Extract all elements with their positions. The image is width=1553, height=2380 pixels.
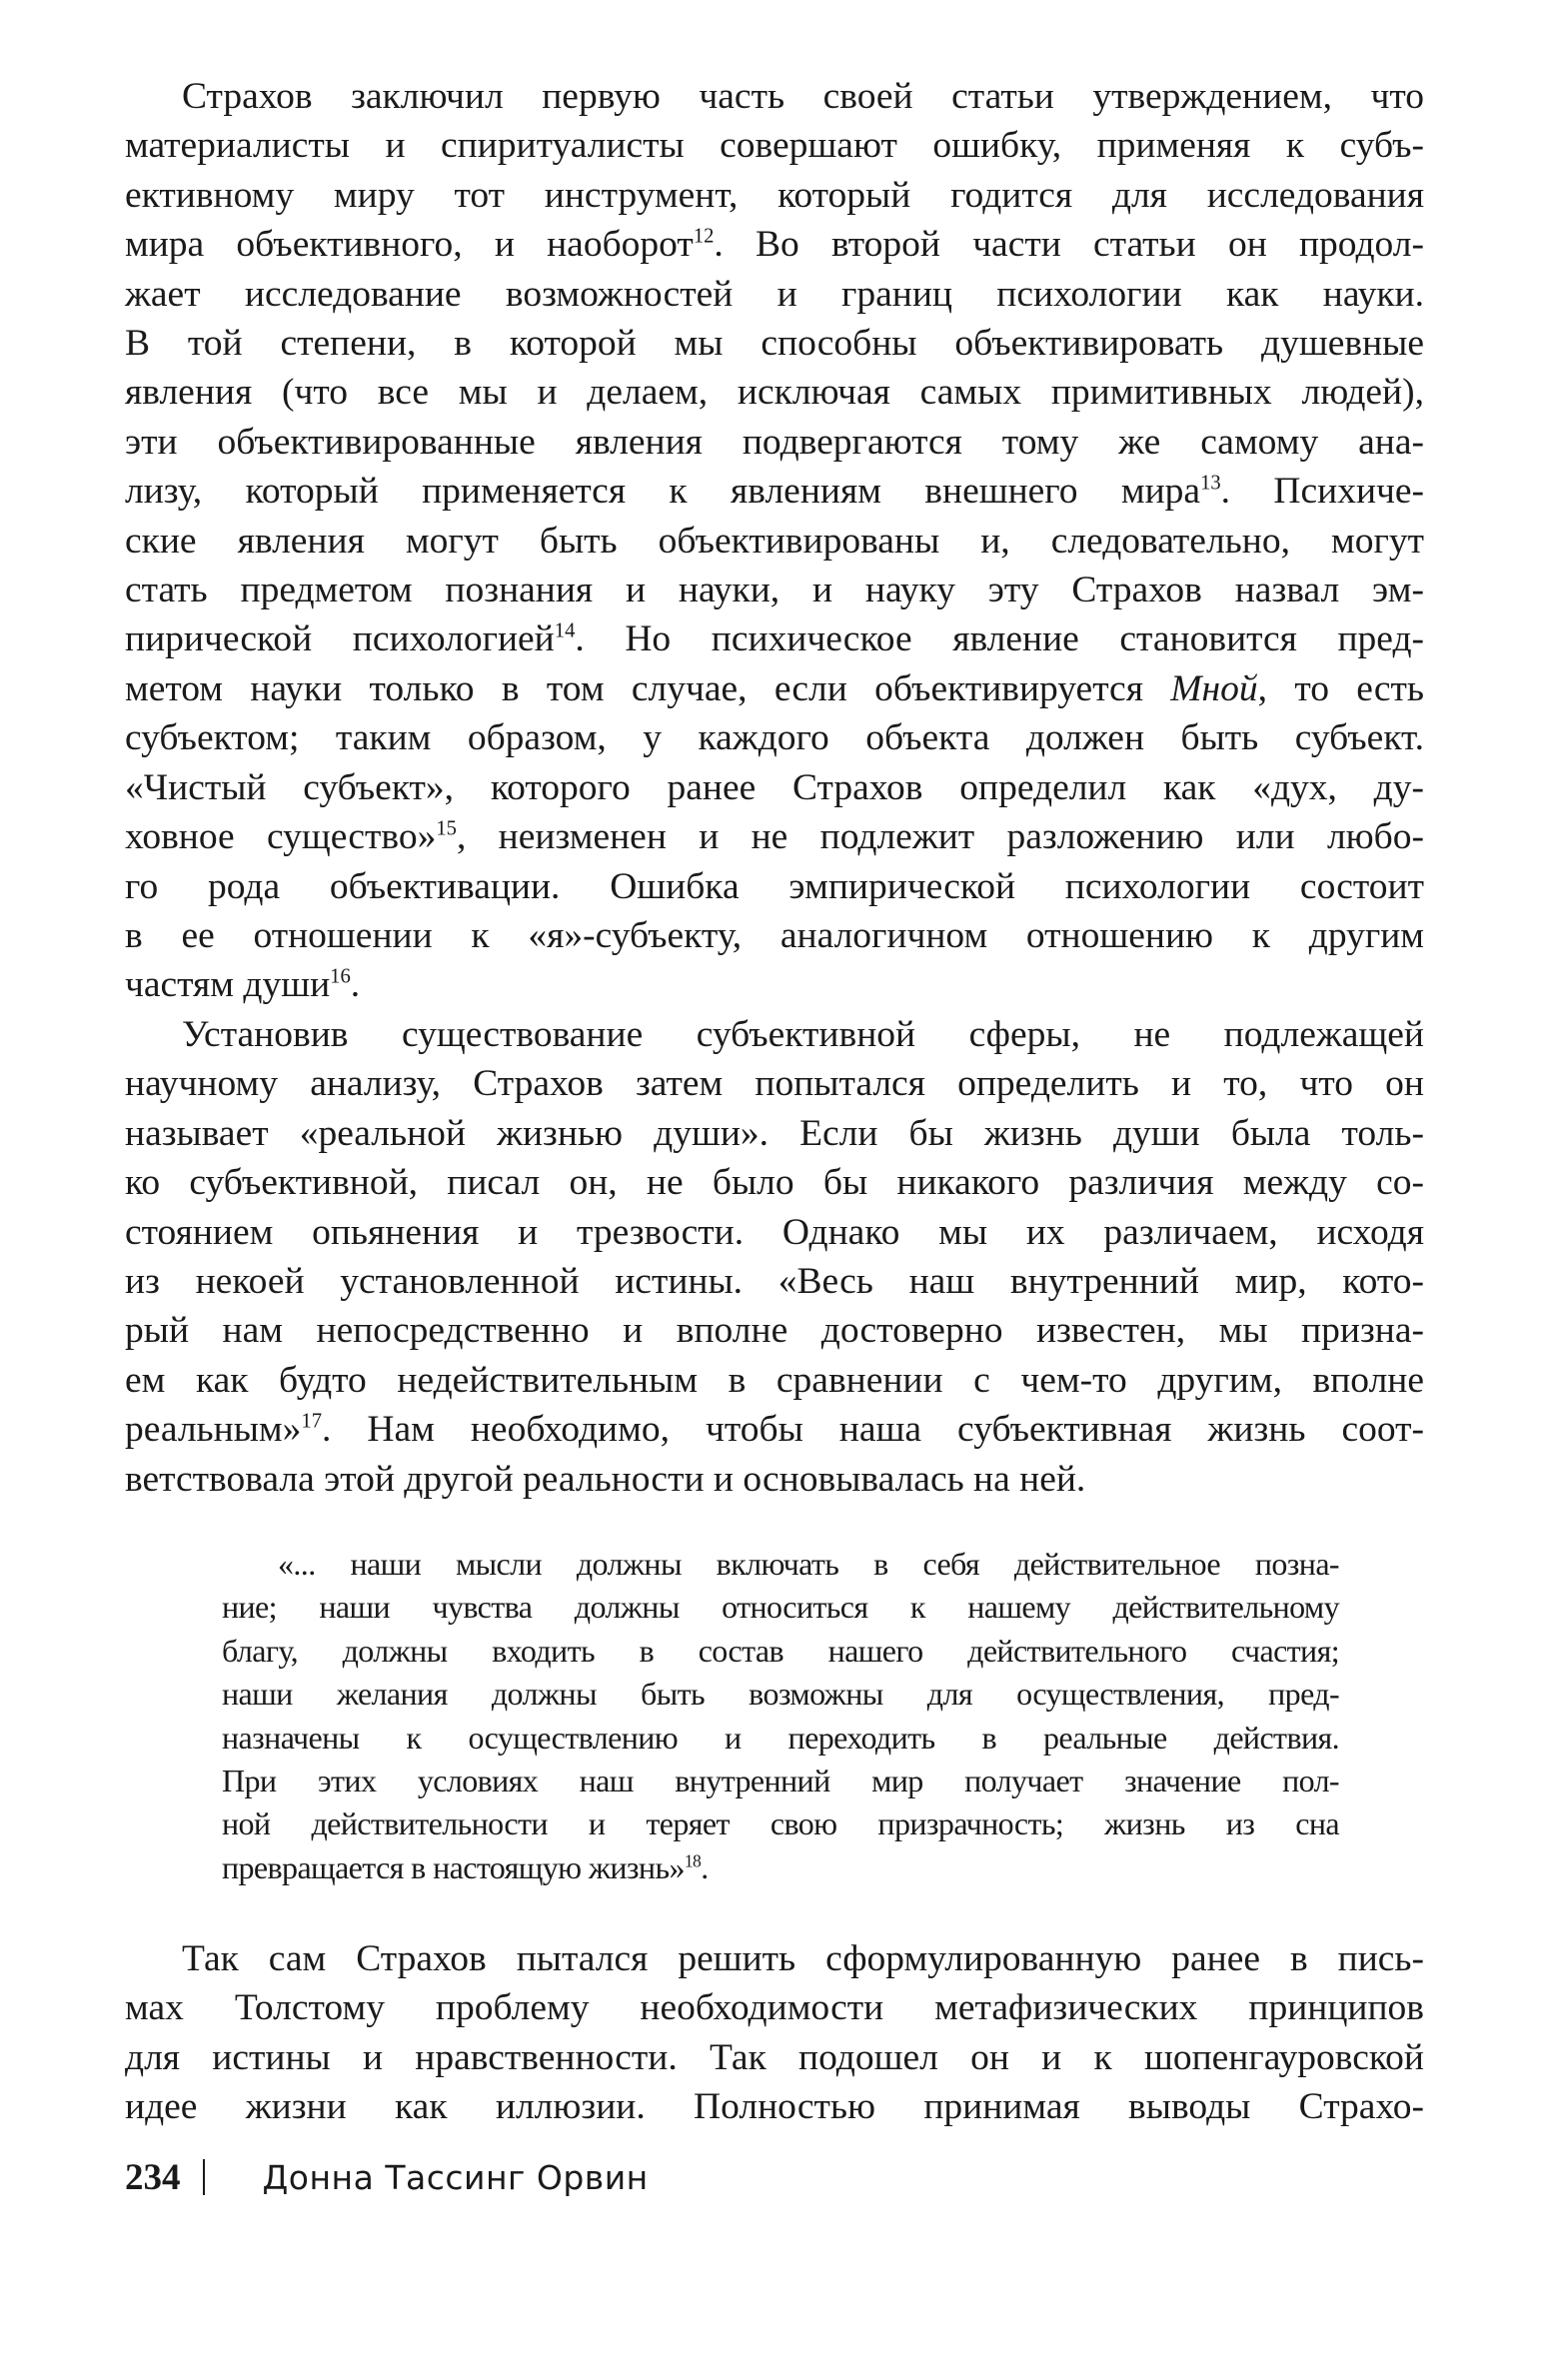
text-line: ем как будто недействительным в сравнении с чем-то другим, вполне (125, 1359, 1424, 1401)
text-fragment: . (350, 964, 361, 1006)
text-line: для истины и нравственности. Так подошел он и к шопенгауровской (125, 2036, 1424, 2078)
text-line: «Чистый субъект», которого ранее Страхов определил как «дух, ду- (125, 766, 1424, 808)
text-line: рый нам непосредственно и вполне достоверно известен, мы призна- (125, 1310, 1424, 1352)
footnote-ref: 13 (1200, 472, 1221, 495)
text-line (125, 960, 1424, 1009)
text-fragment: метом науки только в том случае, если объективируется (125, 667, 1171, 709)
text-fragment: . Психиче- (1220, 471, 1425, 513)
quote-line: «... наши мысли должны включать в себя действительное позна- (278, 1546, 1339, 1582)
running-head: Донна Тассинг Орвин (262, 2157, 649, 2197)
paragraph-1 (125, 72, 1424, 1010)
text-fragment: , то есть (1257, 667, 1424, 709)
text-line: идее жизни как иллюзии. Полностью принимая выводы Страхо- (125, 2086, 1424, 2128)
text-line (125, 1405, 1424, 1454)
text-line: субъектом; таким образом, у каждого объекта должен быть субъект. (125, 717, 1424, 759)
text-line: называет «реальной жизнью души». Если бы жизнь души была толь- (125, 1112, 1424, 1154)
text-fragment: превращается в настоящую жизнь» (222, 1848, 685, 1885)
paragraph-2 (125, 1010, 1424, 1504)
text-fragment: ховное существо» (125, 816, 437, 858)
block-quote (222, 1543, 1339, 1889)
footer-divider (203, 2159, 205, 2195)
text-fragment: . Во второй части статьи он продол- (714, 224, 1425, 266)
text-line: ко субъективной, писал он, не было бы никакого различия между со- (125, 1162, 1424, 1204)
text-line (125, 812, 1424, 861)
text-fragment: лизу, который применяется к явлениям внешнего мира (125, 471, 1201, 513)
text-line (125, 664, 1424, 713)
text-fragment: . Но психическое явление становится пред- (575, 618, 1425, 660)
text-line: Так сам Страхов пытался решить сформулированную ранее в пись- (182, 1938, 1424, 1979)
quote-line: благу, должны входить в состав нашего действительного счастия; (222, 1632, 1339, 1669)
text-line: В той степени, в которой мы способны объективировать душевные (125, 323, 1424, 365)
text-line (125, 220, 1424, 269)
text-line (125, 467, 1424, 516)
paragraph-3 (125, 1934, 1424, 2132)
page-number: 234 (125, 2156, 181, 2198)
text-fragment: . (701, 1848, 709, 1885)
text-line: мах Толстому проблему необходимости метафизических принципов (125, 1987, 1424, 2029)
text-line: ские явления могут быть объективированы и, следовательно, могут (125, 520, 1424, 562)
text-line: го рода объективации. Ошибка эмпирической психологии состоит (125, 865, 1424, 907)
paragraph-2-text (125, 1010, 1424, 1504)
text-line: стать предметом познания и науки, и науку эту Страхов назвал эм- (125, 570, 1424, 611)
quote-line (222, 1846, 1339, 1889)
text-line: стоянием опьянения и трезвости. Однако мы их различаем, исходя (125, 1211, 1424, 1253)
text-line: из некоей установленной истины. «Весь наш внутренний мир, кото- (125, 1261, 1424, 1303)
footnote-ref: 16 (330, 965, 351, 988)
text-fragment: , неизменен и не подлежит разложению или любо- (456, 816, 1424, 858)
text-line: явления (что все мы и делаем, исключая самых примитивных людей), (125, 372, 1424, 414)
text-line: ективному миру тот инструмент, который годится для исследования (125, 174, 1424, 216)
text-line: Установив существование субъективной сферы, не подлежащей (182, 1014, 1424, 1055)
text-fragment: мира объективного, и наоборот (125, 224, 694, 266)
emphasis: Мной (1170, 667, 1258, 709)
footnote-ref: 18 (684, 1850, 702, 1871)
quote-line: При этих условиях наш внутренний мир получает значение пол- (222, 1763, 1339, 1799)
block-quote-text (222, 1543, 1339, 1889)
quote-line: ной действительности и теряет свою призрачность; жизнь из сна (222, 1805, 1339, 1842)
page-footer (125, 2152, 649, 2202)
text-fragment: пирической психологией (125, 618, 555, 660)
text-line: ветствовала этой другой реальности и основывалась на ней. (125, 1458, 1086, 1500)
quote-line: наши желания должны быть возможны для осуществления, пред- (222, 1676, 1339, 1713)
text-fragment: реальным» (125, 1409, 302, 1451)
text-line: в ее отношении к «я»-субъекту, аналогичном отношению к другим (125, 914, 1424, 956)
quote-line: назначены к осуществлению и переходить в реальные действия. (222, 1719, 1339, 1756)
paragraph-1-text (125, 72, 1424, 1010)
text-line: научному анализу, Страхов затем попытался определить и то, что он (125, 1063, 1424, 1105)
text-line (125, 614, 1424, 663)
footnote-ref: 17 (301, 1410, 322, 1433)
footnote-ref: 15 (436, 817, 457, 840)
footnote-ref: 14 (554, 619, 576, 642)
text-fragment: частям души (125, 964, 331, 1006)
quote-line: ние; наши чувства должны относиться к нашему действительному (222, 1589, 1339, 1626)
text-line: Страхов заключил первую часть своей статьи утверждением, что (182, 76, 1424, 117)
text-fragment: . Нам необходимо, чтобы наша субъективная жизнь соот- (322, 1409, 1424, 1451)
paragraph-3-text (125, 1934, 1424, 2132)
text-line: эти объективированные явления подвергаются тому же самому ана- (125, 421, 1424, 463)
text-line: жает исследование возможностей и границ психологии как науки. (125, 273, 1424, 315)
footnote-ref: 12 (693, 225, 715, 248)
text-line: материалисты и спиритуалисты совершают ошибку, применяя к субъ- (125, 125, 1424, 167)
